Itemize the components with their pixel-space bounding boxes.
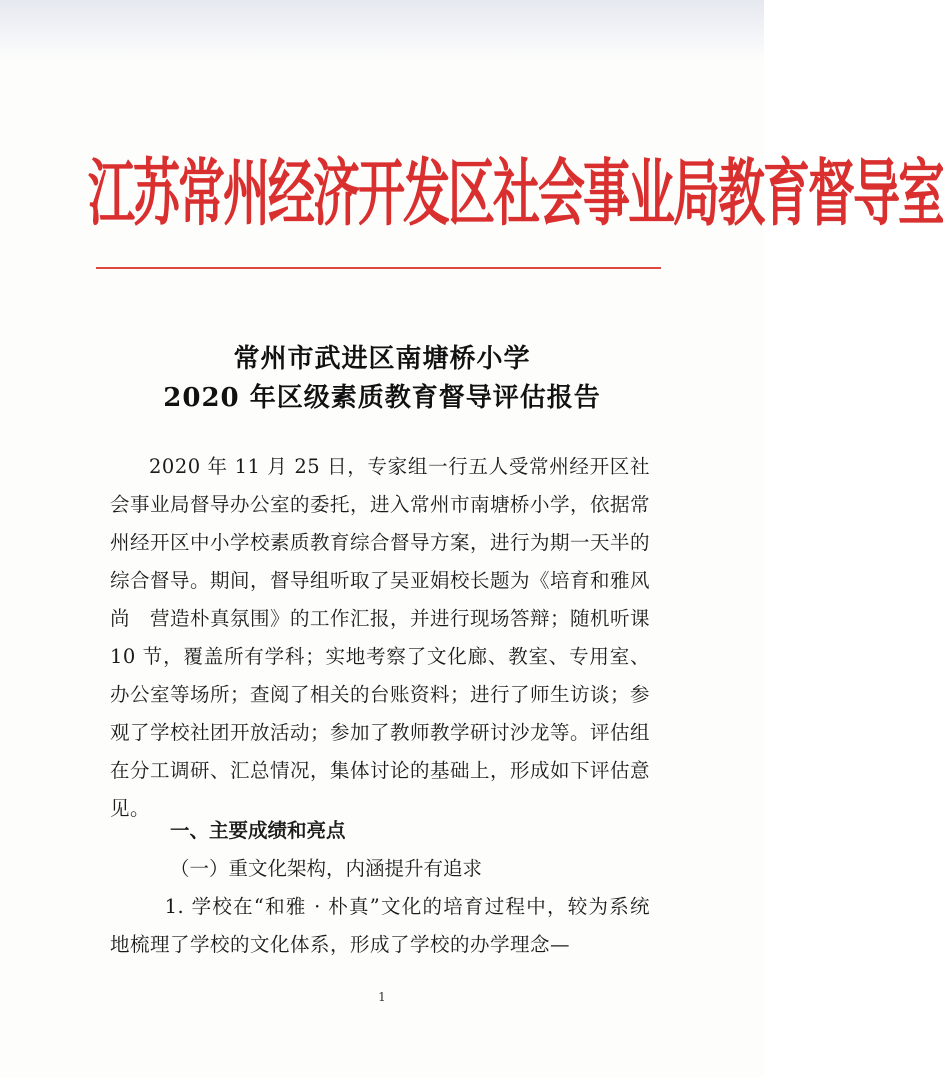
section-heading: 一、主要成绩和亮点 (170, 819, 346, 842)
report-title-line1: 常州市武进区南塘桥小学 (233, 344, 531, 374)
item-paragraph: 1. 学校在“和雅 · 朴真”文化的培育过程中，较为系统地梳理了学校的文化体系，形成了学校的办学理念— (110, 895, 650, 956)
letterhead-red-rule (96, 267, 661, 269)
page-number: 1 (378, 990, 386, 1004)
intro-paragraph: 2020 年 11 月 25 日，专家组一行五人受常州经开区社会事业局督导办公室的委托，进入常州市南塘桥小学，依据常州经开区中小学校素质教育综合督导方案，进行为期一天半的综合督导。期间，督导组听取了吴亚娟校长题为《培育和雅风尚 营造朴真氛围》的工作汇报，并进行现场答辩；随机听课 10 节，覆盖所有学科；实地考察了文化廊、教室、专用室、办公室等场所；查阅了相关的台账资料；进行了师生访谈；参观了学校社团开放活动；参加了教师教学研讨沙龙等。评估组在分工调研、汇总情况，集体讨论的基础上，形成如下评估意见。 (110, 455, 651, 820)
subsection-heading: （一）重文化架构，内涵提升有追求 (170, 857, 483, 880)
scan-shadow (0, 0, 764, 60)
report-title-line2: 2020 年区级素质教育督导评估报告 (163, 383, 601, 413)
letterhead-organization: 江苏常州经济开发区社会事业局教育督导室 (88, 151, 943, 238)
